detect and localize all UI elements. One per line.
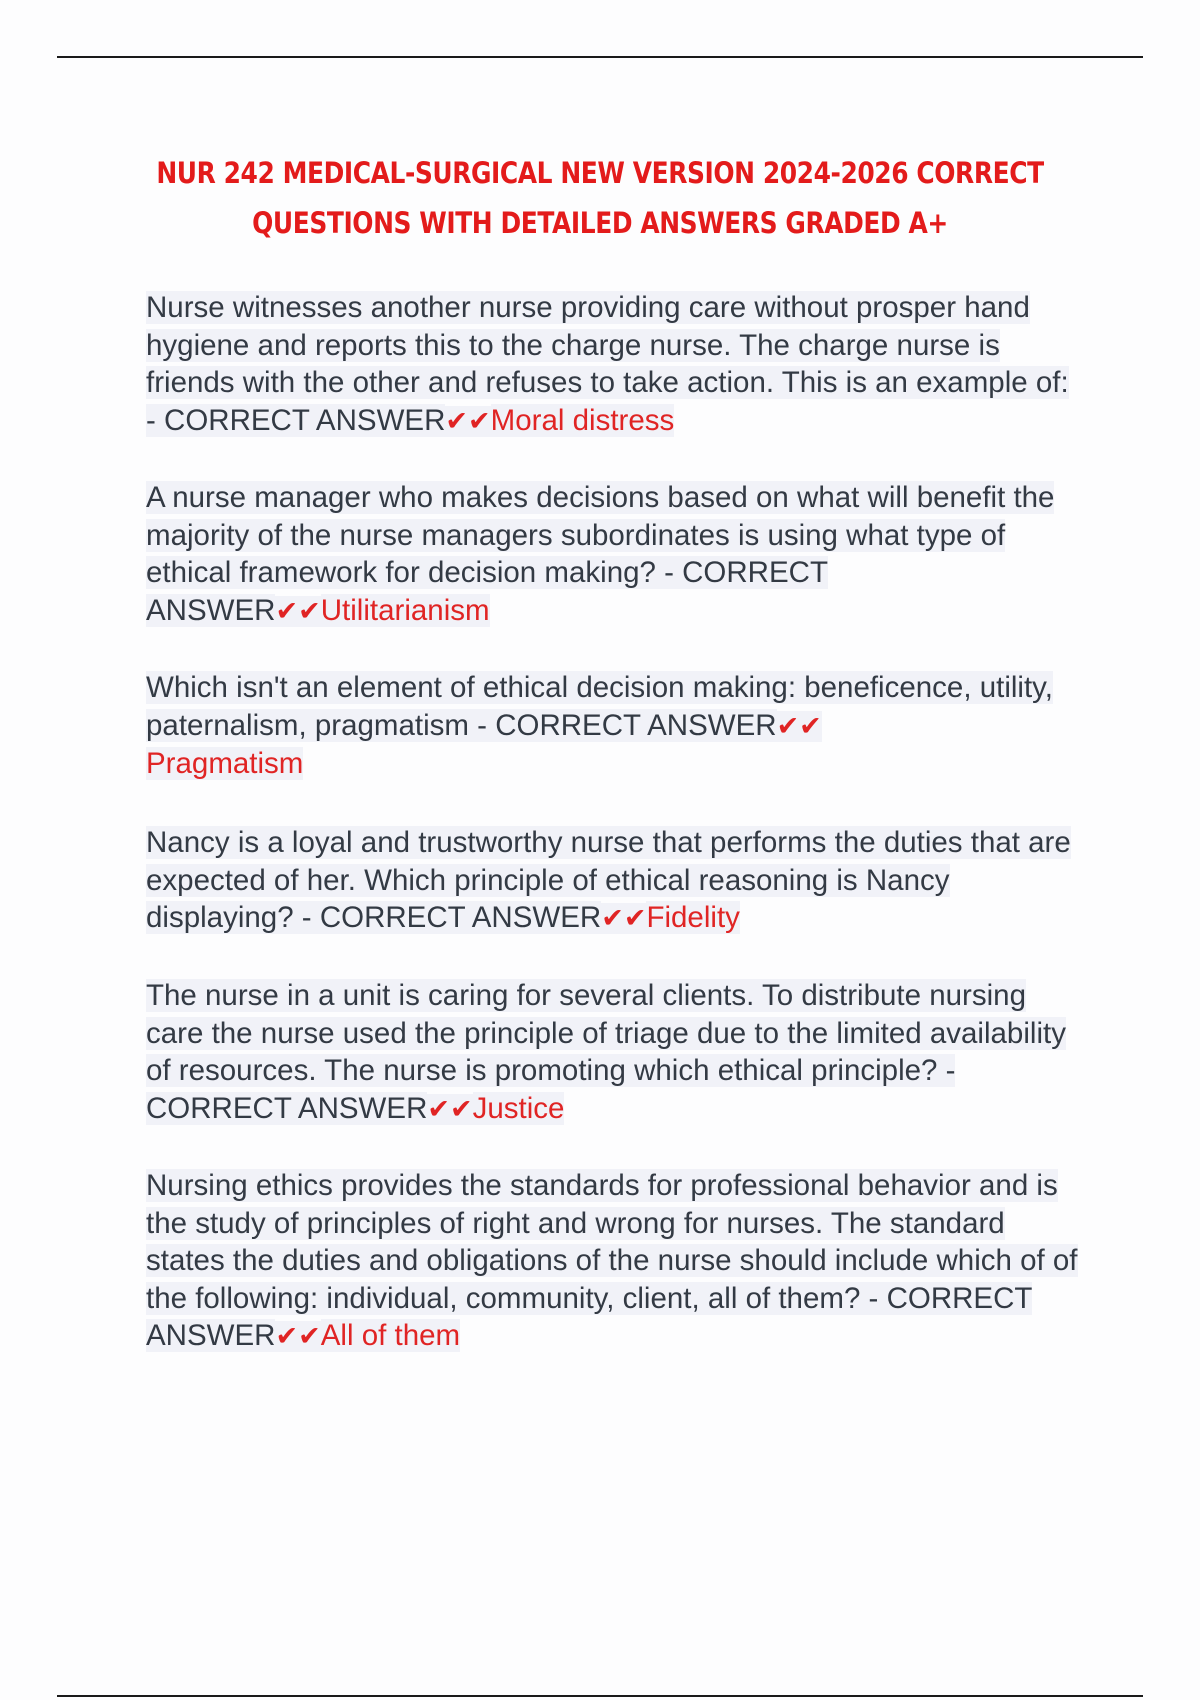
- check-icon: ✔✔: [601, 903, 647, 934]
- qa-item: [146, 289, 1086, 440]
- answer-text: Moral distress: [490, 403, 675, 437]
- title-line-1: NUR 242 MEDICAL-SURGICAL NEW VERSION 2024-2026 CORRECT: [156, 156, 1044, 190]
- question-text: Nursing ethics provides the standards for professional behavior and is the study of principles of right and wrong for nurses. The standard states the duties and obligations of the nurse should include which of of the following: individual, community, client, all of them? - CORRECT ANSWER: [146, 1169, 1078, 1352]
- check-icon: ✔✔: [427, 1093, 473, 1125]
- qa-item: [146, 977, 1086, 1128]
- answer-text: Fidelity: [646, 901, 740, 934]
- answer-text: Justice: [472, 1091, 565, 1125]
- top-rule: [57, 56, 1143, 58]
- question-text: Which isn't an element of ethical decision making: beneficence, utility, paternalism, pragmatism - CORRECT ANSWER: [146, 671, 1053, 742]
- question-text: A nurse manager who makes decisions based on what will benefit the majority of the nurse managers subordinates is using what type of ethical framework for decision making? - CORRECT ANSWER: [146, 481, 1055, 627]
- check-icon: ✔✔: [275, 595, 321, 627]
- question-text: Nancy is a loyal and trustworthy nurse that performs the duties that are expected of her. Which principle of ethical reasoning is Nancy displaying? - CORRECT ANSWER: [146, 826, 1071, 934]
- document-title: [136, 148, 1065, 248]
- question-text: The nurse in a unit is caring for several clients. To distribute nursing care the nurse used the principle of triage due to the limited availability of resources. The nurse is promoting which ethical principle? - CORRECT ANSWER: [146, 979, 1066, 1125]
- qa-item: [146, 1167, 1086, 1356]
- check-icon: ✔✔: [275, 1321, 321, 1352]
- question-text: Nurse witnesses another nurse providing care without prosper hand hygiene and reports this to the charge nurse. The charge nurse is friends with the other and refuses to take action. This is an example of: - CORRECT ANSWER: [146, 291, 1069, 437]
- answer-text: All of them: [320, 1319, 461, 1352]
- qa-item: [146, 479, 1086, 630]
- answer-text: Pragmatism: [146, 747, 304, 780]
- check-icon: ✔✔: [445, 405, 491, 437]
- qa-item: [146, 669, 1086, 783]
- answer-text: Utilitarianism: [320, 593, 490, 627]
- bottom-rule: [57, 1695, 1143, 1697]
- title-line-2: QUESTIONS WITH DETAILED ANSWERS GRADED A+: [252, 206, 948, 240]
- qa-item: [146, 824, 1086, 938]
- check-icon: ✔✔: [776, 710, 822, 742]
